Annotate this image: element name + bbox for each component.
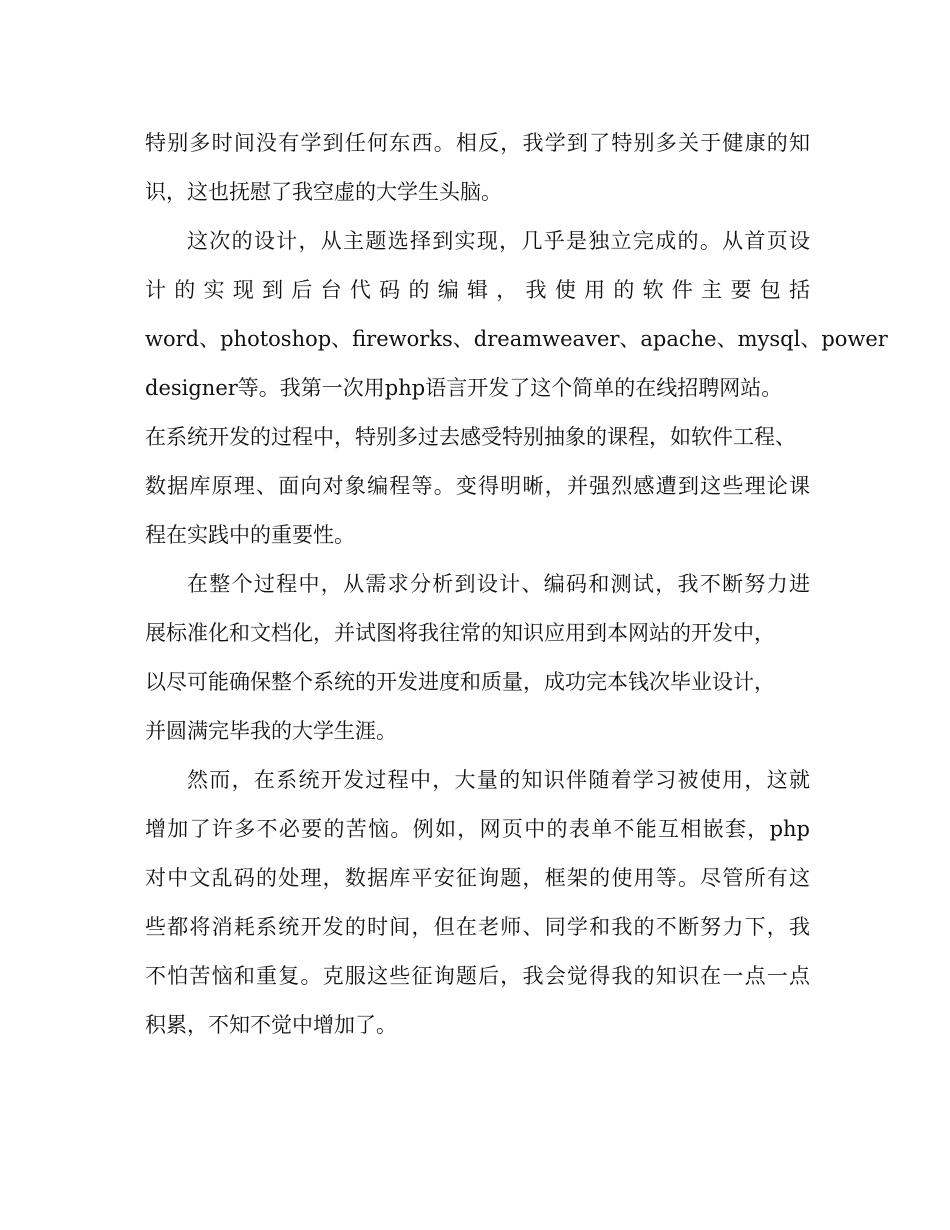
text-line: designer等。我第一次用php语言开发了这个简单的在线招聘网站。 xyxy=(145,376,783,400)
text-line: 并圆满完毕我的大学生涯。 xyxy=(145,719,397,743)
text-line: 以尽可能确保整个系统的开发进度和质量，成功完本钱次毕业设计， xyxy=(145,670,775,694)
text-line: 这次的设计，从主题选择到实现，几乎是独立完成的。从首页设 xyxy=(187,229,810,253)
text-line: 数据库原理、面向对象编程等。变得明晰，并强烈感遭到这些理论课 xyxy=(145,474,810,498)
text-line: 对中文乱码的处理，数据库平安征询题，框架的使用等。尽管所有这 xyxy=(145,866,810,890)
text-line: 程在实践中的重要性。 xyxy=(145,523,355,547)
text-line: 特别多时间没有学到任何东西。相反，我学到了特别多关于健康的知 xyxy=(145,131,810,155)
text-line: 积累，不知不觉中增加了。 xyxy=(145,1013,397,1037)
text-line: word、photoshop、fireworks、dreamweaver、apache、mysql、power xyxy=(145,327,888,351)
text-line: 计的实现到后台代码的编辑，我使用的软件主要包括 xyxy=(145,278,810,302)
text-line: 展标准化和文档化，并试图将我往常的知识应用到本网站的开发中， xyxy=(145,621,775,645)
text-line: 在系统开发的过程中，特别多过去感受特别抽象的课程，如软件工程、 xyxy=(145,425,796,449)
text-line: 然而，在系统开发过程中，大量的知识伴随着学习被使用，这就 xyxy=(187,768,810,792)
text-line: 些都将消耗系统开发的时间，但在老师、同学和我的不断努力下，我 xyxy=(145,915,810,939)
text-line: 在整个过程中，从需求分析到设计、编码和测试，我不断努力进 xyxy=(187,572,810,596)
text-line: 识，这也抚慰了我空虚的大学生头脑。 xyxy=(145,180,502,204)
text-line: 不怕苦恼和重复。克服这些征询题后，我会觉得我的知识在一点一点 xyxy=(145,964,810,988)
text-line: 增加了许多不必要的苦恼。例如，网页中的表单不能互相嵌套，php xyxy=(145,817,810,841)
